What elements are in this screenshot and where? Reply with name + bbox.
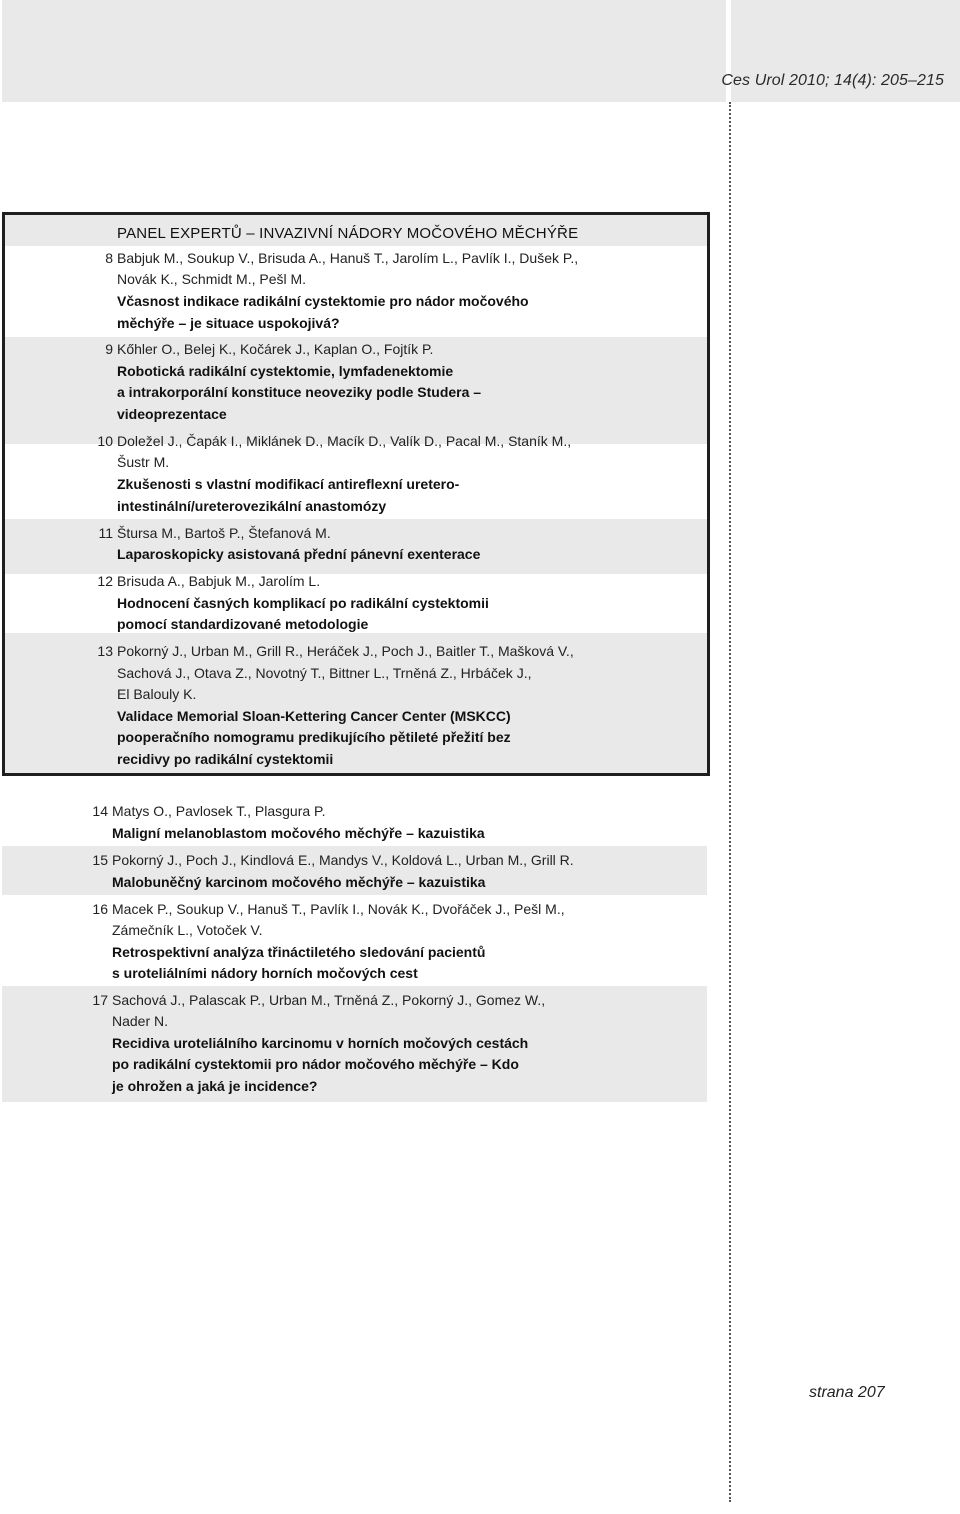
entry-number: 10 bbox=[97, 433, 113, 449]
entry-title: Včasnost indikace radikální cystektomie pro nádor močového bbox=[117, 293, 529, 309]
panel-title: PANEL EXPERTŮ – INVAZIVNÍ NÁDORY MOČOVÉHO MĚCHÝŘE bbox=[117, 225, 579, 242]
entry-number: 14 bbox=[92, 803, 108, 819]
entry-title: po radikální cystektomii pro nádor močového měchýře – Kdo bbox=[112, 1056, 519, 1072]
entry-authors: Šustr M. bbox=[117, 454, 170, 470]
entry-title: Maligní melanoblastom močového měchýře – kazuistika bbox=[112, 825, 485, 841]
entry-authors: Macek P., Soukup V., Hanuš T., Pavlík I., Novák K., Dvořáček J., Pešl M., bbox=[112, 901, 565, 917]
entry-number: 16 bbox=[92, 901, 108, 917]
entry-authors: Brisuda A., Babjuk M., Jarolím L. bbox=[117, 573, 321, 589]
header-band bbox=[2, 0, 726, 102]
entry-authors: Pokorný J., Urban M., Grill R., Heráček J., Poch J., Baitler T., Mašková V., bbox=[117, 643, 574, 659]
entry-title: Robotická radikální cystektomie, lymfadenektomie bbox=[117, 363, 454, 379]
entry-authors: Pokorný J., Poch J., Kindlová E., Mandys V., Koldová L., Urban M., Grill R. bbox=[112, 852, 574, 868]
entry-title: pomocí standardizované metodologie bbox=[117, 616, 369, 632]
entry-authors: Nader N. bbox=[112, 1013, 169, 1029]
entry-title: Validace Memorial Sloan-Kettering Cancer Center (MSKCC) bbox=[117, 708, 511, 724]
entry-title: Retrospektivní analýza třináctiletého sledování pacientů bbox=[112, 944, 486, 960]
expert-panel-box bbox=[2, 212, 710, 776]
entry-authors: Sachová J., Otava Z., Novotný T., Bittner L., Trněná Z., Hrbáček J., bbox=[117, 665, 532, 681]
entry-authors: Štursa M., Bartoš P., Štefanová M. bbox=[117, 525, 331, 541]
entry-number: 9 bbox=[105, 341, 113, 357]
journal-reference: Ces Urol 2010; 14(4): 205–215 bbox=[721, 72, 944, 89]
column-divider bbox=[729, 102, 731, 1502]
entry-authors: Babjuk M., Soukup V., Brisuda A., Hanuš T., Jarolím L., Pavlík I., Dušek P., bbox=[117, 250, 579, 266]
entry-number: 15 bbox=[92, 852, 108, 868]
entry-title: a intrakorporální konstituce neoveziky podle Studera – bbox=[117, 384, 482, 400]
entry-authors: Matys O., Pavlosek T., Plasgura P. bbox=[112, 803, 326, 819]
entry-number: 8 bbox=[105, 250, 113, 266]
entry-authors: Sachová J., Palascak P., Urban M., Trněná Z., Pokorný J., Gomez W., bbox=[112, 992, 546, 1008]
entry-title: recidivy po radikální cystektomii bbox=[117, 751, 334, 767]
entry-authors: Zámečník L., Votoček V. bbox=[112, 922, 263, 938]
entry-title: je ohrožen a jaká je incidence? bbox=[112, 1078, 318, 1094]
entry-title: videoprezentace bbox=[117, 406, 227, 422]
entry-authors: Novák K., Schmidt M., Pešl M. bbox=[117, 271, 307, 287]
entry-title: Laparoskopicky asistovaná přední pánevní exenterace bbox=[117, 546, 481, 562]
entry-number: 12 bbox=[97, 573, 113, 589]
entry-authors: Doležel J., Čapák I., Miklánek D., Macík D., Valík D., Pacal M., Staník M., bbox=[117, 433, 572, 449]
entry-title: Recidiva uroteliálního karcinomu v horních močových cestách bbox=[112, 1035, 529, 1051]
page-number: strana 207 bbox=[809, 1384, 885, 1401]
entry-number: 13 bbox=[97, 643, 113, 659]
entry-title: Zkušenosti s vlastní modifikací antireflexní uretero- bbox=[117, 476, 460, 492]
entry-title: měchýře – je situace uspokojivá? bbox=[117, 315, 340, 331]
entry-authors: Kőhler O., Belej K., Kočárek J., Kaplan O., Fojtík P. bbox=[117, 341, 434, 357]
entry-authors: El Balouly K. bbox=[117, 686, 197, 702]
entry-title: intestinální/ureterovezikální anastomózy bbox=[117, 498, 387, 514]
entry-title: Malobuněčný karcinom močového měchýře – kazuistika bbox=[112, 874, 486, 890]
entry-title: Hodnocení časných komplikací po radikální cystektomii bbox=[117, 595, 489, 611]
entry-number: 11 bbox=[98, 525, 113, 541]
entry-title: s uroteliálními nádory horních močových cest bbox=[112, 965, 418, 981]
entry-number: 17 bbox=[92, 992, 108, 1008]
entry-title: pooperačního nomogramu predikujícího pětileté přežití bez bbox=[117, 729, 511, 745]
